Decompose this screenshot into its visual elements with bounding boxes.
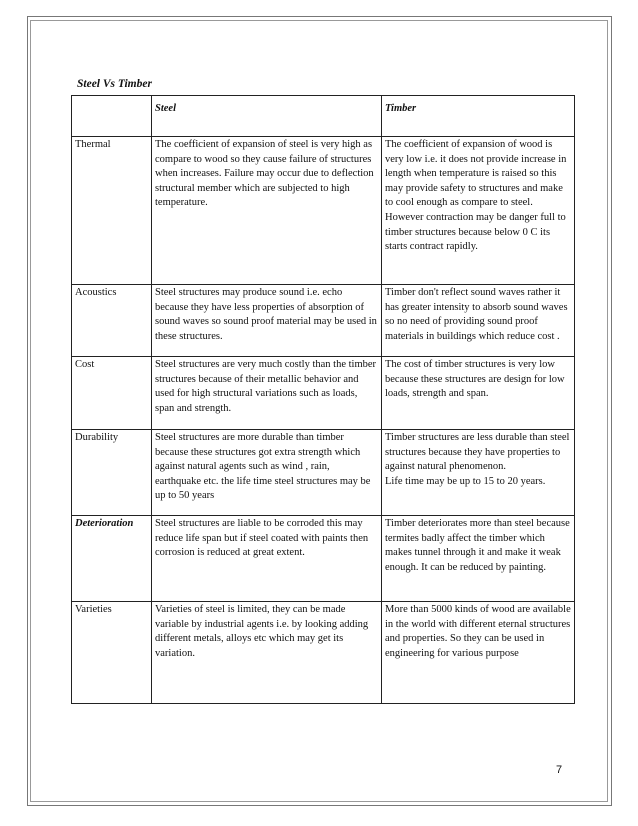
- row-label: Thermal: [72, 137, 152, 285]
- table-row: [72, 516, 575, 602]
- row-label: Varieties: [72, 602, 152, 704]
- table-row: [72, 137, 575, 285]
- table-row: [72, 285, 575, 357]
- header-blank: [72, 96, 152, 137]
- header-steel: Steel: [152, 96, 382, 137]
- steel-cell: Steel structures may produce sound i.e. echo because they have less properties of absorption of sound waves so sound proof material may be used in these structures.: [152, 285, 382, 357]
- timber-cell: More than 5000 kinds of wood are available in the world with different eternal structures and properties. So they can be used in engineering for various purpose: [382, 602, 575, 704]
- page-number: 7: [556, 764, 563, 776]
- table-row: [72, 430, 575, 516]
- steel-cell: Steel structures are very much costly than the timber structures because of their metallic behavior and used for high structural variations such as loads, span and strength.: [152, 357, 382, 430]
- table-row: [72, 357, 575, 430]
- row-label: Acoustics: [72, 285, 152, 357]
- row-label: Durability: [72, 430, 152, 516]
- steel-cell: Steel structures are liable to be corroded this may reduce life span but if steel coated with paints then corrosion is reduced at great extent.: [152, 516, 382, 602]
- timber-cell: The cost of timber structures is very low because these structures are design for low loads, strength and span.: [382, 357, 575, 430]
- steel-cell: Varieties of steel is limited, they can be made variable by industrial agents i.e. by looking adding different metals, alloys etc which may get its variation.: [152, 602, 382, 704]
- comparison-table: [71, 95, 575, 704]
- steel-cell: Steel structures are more durable than timber because these structures got extra strength which against natural agents such as wind , rain, earthquake etc. the life time steel structures may be up to 50 years: [152, 430, 382, 516]
- table-header-row: [72, 96, 575, 137]
- document-title: Steel Vs Timber: [77, 78, 152, 90]
- timber-cell: The coefficient of expansion of wood is very low i.e. it does not provide increase in length when temperature is raised so this may provide safety to structures and make to cool enough as compare to steel. However contraction may be danger full to timber structures because below 0 C its starts contract rapidly.: [382, 137, 575, 285]
- row-label: Cost: [72, 357, 152, 430]
- table-row: [72, 602, 575, 704]
- steel-cell: The coefficient of expansion of steel is very high as compare to wood so they cause failure of structures when increases. Failure may occur due to deflection structural member which are subjected to high temperature.: [152, 137, 382, 285]
- header-timber: Timber: [382, 96, 575, 137]
- timber-cell: Timber deteriorates more than steel because termites badly affect the timber which makes tunnel through it and make it weak enough. It can be reduced by painting.: [382, 516, 575, 602]
- timber-cell: Timber don't reflect sound waves rather it has greater intensity to absorb sound waves so no need of providing sound proof materials in buildings which reduce cost .: [382, 285, 575, 357]
- timber-cell: Timber structures are less durable than steel structures because they have properties to against natural phenomenon. Life time may be up to 15 to 20 years.: [382, 430, 575, 516]
- row-label: Deterioration: [72, 516, 152, 602]
